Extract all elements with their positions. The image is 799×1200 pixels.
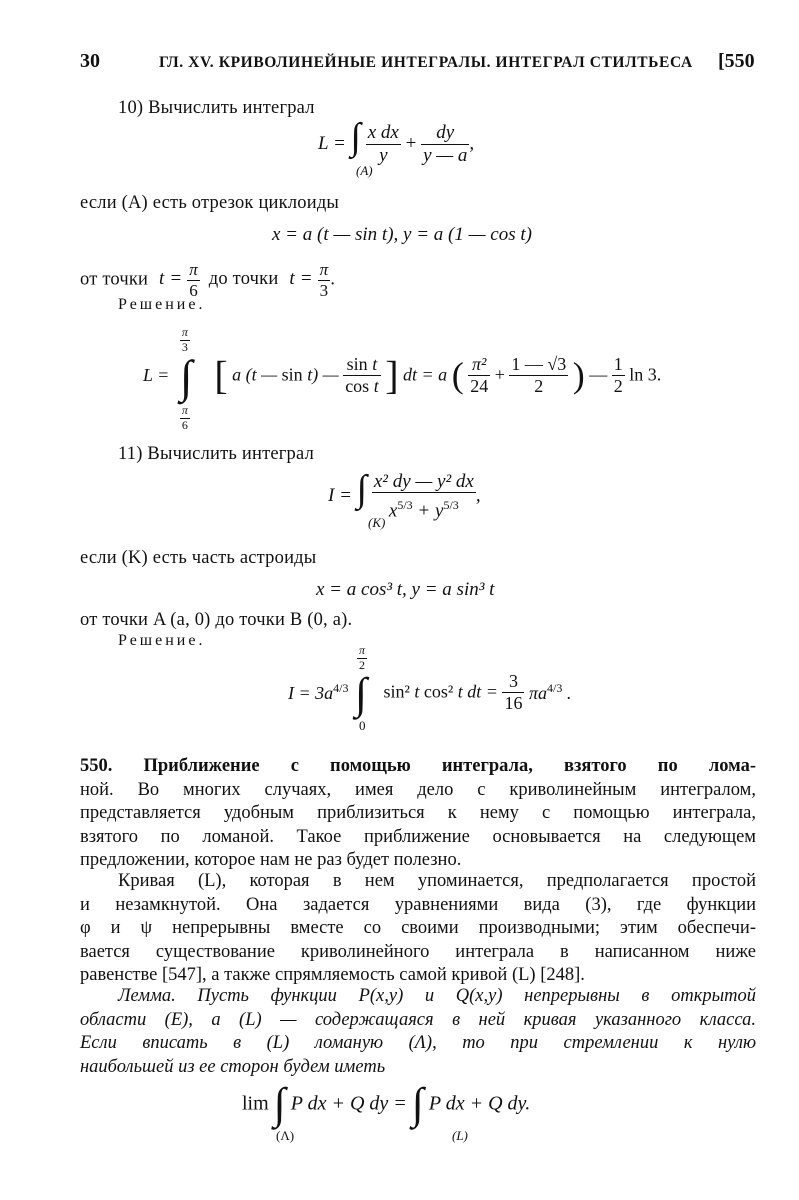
lemma-line-3: Если вписать в (L) ломаную (Λ), то при стремлении к нулю xyxy=(80,1033,756,1053)
ex10-integral-subscript: (A) xyxy=(356,163,373,178)
lemma-line-2: области (E), а (L) — содержащаяся в ней кривая указанного класса. xyxy=(80,1009,756,1030)
curve-line-3: φ и ψ непрерывны вместе со своими производными; этим обеспечи- xyxy=(80,918,756,938)
section-550-line-4: взятого по ломаной. Такое приближение основывается на следующем xyxy=(80,826,756,847)
section-ref: [550 xyxy=(718,50,755,72)
ex11-integral-subscript: (K) xyxy=(368,515,386,530)
ex11-intro: 11) Вычислить интеграл xyxy=(118,444,315,464)
lemma-paragraph xyxy=(80,985,756,1079)
ex11-solution-formula: $I = 3a^{4/3}$ $\frac{\pi}{2}$ ∫ 0 sin² t cos² t dt = $\frac{3}{16}$ $\pi a^{4/3}$ . xyxy=(288,643,572,733)
limit-subscript-curve: (L) xyxy=(452,1128,468,1143)
ex11-bounds: от точки A (a, 0) до точки B (0, a). xyxy=(80,610,353,630)
curve-line-5: равенстве [547], а также спрямляемость самой кривой (L) [248]. xyxy=(80,965,585,985)
ex11-integral-formula: I = ∫ $\frac{\text{x² dy — y² dx}}{x^{5/3} + y^{5/3}}$ , xyxy=(328,468,481,522)
ex11-param-eq: x = a cos³ t, y = a sin³ t xyxy=(316,579,495,600)
curve-line-2: и незамкнутой. Она задается уравнениями вида (3), где функции xyxy=(80,894,756,915)
ex11-solution-label: Решение. xyxy=(118,632,206,649)
section-550-paragraph xyxy=(80,755,756,873)
lemma-limit-formula: lim ∫ P dx + Q dy = ∫ P dx + Q dy. xyxy=(242,1079,531,1128)
ex10-bounds: от точки t = $\frac{\pi}{6}$ до точки t = $\frac{\pi}{3}$ . xyxy=(80,260,336,300)
page-number: 30 xyxy=(80,50,100,72)
section-550-line-5: предложении, которое нам не раз будет полезно. xyxy=(80,850,462,870)
ex10-intro: 10) Вычислить интеграл xyxy=(118,98,315,118)
lemma-line-1: Лемма. Пусть функции P(x,y) и Q(x,y) непрерывны в открытой xyxy=(118,986,756,1006)
ex10-param-eq: x = a (t — sin t), y = a (1 — cos t) xyxy=(272,224,532,245)
ex10-integral-formula: L = ∫ $\frac{\text{x dx}}{y}$ + $\frac{dy}{y — a}$ , xyxy=(318,116,475,167)
curve-description-paragraph xyxy=(80,870,756,988)
ex11-condition: если (K) есть часть астроиды xyxy=(80,548,317,568)
ex10-condition: если (A) есть отрезок циклоиды xyxy=(80,193,340,213)
ex10-solution-formula: L = $\frac{\pi}{3}$ ∫ $\frac{\pi}{6}$ [ a (t — sin t) — $\frac{\text{sin t}}{\text{cos t}}$ ] dt = a ( $\frac{\text{π²}}{24}$ + $\frac{1 — √3}{2}$ ) — $\frac{1}{2}$ ln 3. xyxy=(143,325,662,432)
section-550-line-1: 550. Приближение с помощью интеграла, взятого по лома- xyxy=(80,756,756,776)
section-550-line-2: ной. Во многих случаях, имея дело с криволинейным интегралом, xyxy=(80,779,756,800)
curve-line-1: Кривая (L), которая в нем упоминается, предполагается простой xyxy=(118,871,756,891)
curve-line-4: вается существование криволинейного интеграла в написанном ниже xyxy=(80,941,756,962)
lemma-line-4: наибольшей из ее сторон будем иметь xyxy=(80,1056,386,1077)
ex10-solution-label: Решение. xyxy=(118,296,206,313)
section-550-line-3: представляется удобным приблизиться к нему с помощью интеграла, xyxy=(80,803,756,823)
limit-subscript-polyline: (Λ) xyxy=(276,1128,295,1143)
running-title: ГЛ. XV. КРИВОЛИНЕЙНЫЕ ИНТЕГРАЛЫ. ИНТЕГРАЛ СТИЛТЬЕСА xyxy=(159,54,693,71)
